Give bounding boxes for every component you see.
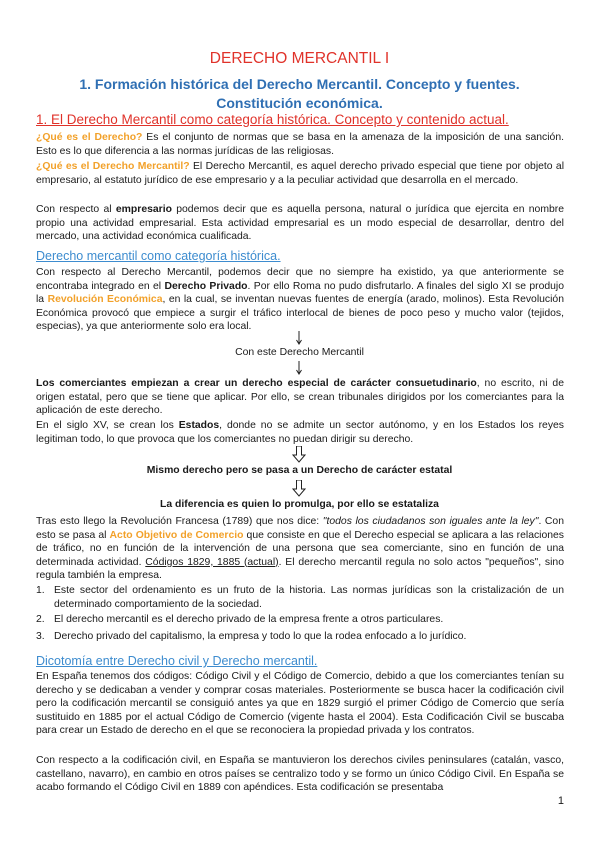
paragraph-civil-codification: Con respecto a la codificación civil, en España se mantuvieron los derechos civiles peninsulares (catalán, vasco, castellano, navarro), en cambio en otros países se centralizo todo y se formo un único Código Civil. En España se acabo formando el Código Civil en 1889 con apéndices. Esta codificación se presentaba [36, 755, 564, 794]
text-run: podemos decir que es aquella persona, natural o jurídica que ejercita en nombre propio una actividad empresarial. Esta actividad empresarial es un modo especial de desarrollar, dentro del mercado, una actividad económica cualificada. [36, 204, 565, 243]
double-down-arrow-icon [292, 480, 306, 497]
question-label: ¿Qué es el Derecho Mercantil? [36, 161, 190, 172]
page-number: 1 [557, 795, 564, 807]
list-item [36, 584, 564, 612]
text-run: En el siglo XV, se crean los [36, 420, 179, 431]
text-run: Con respecto al [36, 204, 116, 215]
paragraph-two-codes: En España tenemos dos códigos: Código Civil y el Código de Comercio, debido a que los comerciantes tenían su derecho y se dedicaban a vender y comprar cosas materiales. Posteriormente se busca hacer la codificación civil pero la codificación mercantil se consiguió antes ya que en 1829 surgió el primer Código de Comercio que sería sustituido en 1885 por el actual Código de Comercio (vigente hasta el 2004). Esta Codificación Civil se buscaba para crear un Estado de derecho en el que se reconociera la propiedad privada y los contratos. [36, 671, 564, 737]
bold-term: Estados [178, 420, 220, 431]
highlight-term: Acto Objetivo de Comercio [109, 529, 244, 541]
text-run: Tras esto llego la Revolución Francesa (1789) que nos dice: [36, 516, 323, 527]
flow-step-state-law: Mismo derecho pero se pasa a un Derecho de carácter estatal [146, 465, 453, 476]
subsection-heading-dichotomy: Dicotomía entre Derecho civil y Derecho mercantil. [36, 654, 318, 668]
chapter-subtitle [0, 75, 599, 113]
paragraph-what-is-commercial-law [36, 160, 564, 187]
text-run: Con respecto al Derecho Mercantil, podemos decir que no siempre ha existido, ya que anteriormente se encontraba integrado en el [36, 267, 564, 292]
flow-step-difference: La diferencia es quien lo promulga, por ello se estataliza [160, 499, 439, 510]
text-run: , en la cual, se inventan nuevas fuentes de energía (arado, molinos). Esta Revolución Económica provocó que empiece a surgir el tráfico interlocal de bienes de poco peso y mucho valor (tejidos, especias), ya que anteriormente solo era local. [36, 294, 564, 333]
list-item [36, 630, 564, 644]
text-run: que consiste en que el Derecho especial se aplicara a las relaciones de tráfico, no en función de la intervención de una persona que sea comerciante, sino en función de una determinada actividad. [36, 529, 565, 568]
subsection-heading-historical-category: Derecho mercantil como categoría histórica. [36, 249, 281, 263]
paragraph-merchants [36, 377, 564, 418]
highlight-term: Revolución Económica [47, 294, 163, 306]
underlined-codes: Códigos 1829, 1885 (actual) [145, 556, 279, 568]
double-down-arrow-icon [292, 446, 306, 463]
bold-term: empresario [115, 204, 172, 215]
bold-term: Los comerciantes empiezan a crear un derecho especial de carácter consuetudinario [36, 378, 477, 389]
bold-term: Derecho Privado [164, 280, 248, 292]
list-number: 1. [36, 585, 45, 596]
paragraph-text: Es el conjunto de normas que se basa en la amenaza de la imposición de una sanción. Esto es lo que diferencia a las normas jurídicas de las religiosas. [36, 132, 564, 157]
list-number: 2. [36, 614, 45, 625]
flow-step-commercial-law: Con este Derecho Mercantil [235, 347, 364, 358]
down-arrow-icon [298, 361, 300, 375]
text-run: . El derecho mercantil regula no solo actos "pequeños", sino regula también la empresa. [36, 556, 564, 582]
quote: "todos los ciudadanos son iguales ante la ley" [322, 516, 539, 527]
down-arrow-icon [298, 331, 300, 345]
subtitle-line-2: Constitución económica. [216, 95, 383, 111]
paragraph-french-revolution [36, 515, 564, 583]
paragraph-entrepreneur [36, 203, 564, 244]
text-run: . Con esto se pasa al [36, 516, 564, 541]
list-text: El derecho mercantil es el derecho privado de la empresa frente a otros particulares. [54, 614, 444, 625]
paragraph-text: El Derecho Mercantil, es aquel derecho privado especial que tiene por objeto al empresario, al estatuto jurídico de ese empresario y a la peculiar actividad que desarrolla en el mercado. [36, 161, 565, 186]
list-text: Este sector del ordenamiento es un fruto de la historia. Las normas jurídicas son la cristalización de un determinado comportamiento de la sociedad. [54, 585, 564, 610]
list-item [36, 613, 564, 627]
document-title: DERECHO MERCANTIL I [209, 50, 390, 67]
text-run: , donde no se admite un sector autónomo, y en los Estados los reyes legitiman todo, lo que provoca que los comerciantes no puedan dirigir su derecho. [36, 420, 564, 445]
list-number: 3. [36, 631, 45, 642]
question-label: ¿Qué es el Derecho? [36, 132, 143, 143]
list-text: Derecho privado del capitalismo, la empresa y todo lo que la rodea enfocado a lo jurídico. [54, 631, 467, 642]
text-run: , no escrito, ni de origen estatal, pero que se tiene que aplicar. Por ello, se crean tribunales dirigidos por los comerciantes para la aplicación de este derecho. [36, 378, 564, 417]
text-run: . Por ello Roma no pudo disfrutarlo. A finales del siglo XI se produjo la [36, 280, 565, 306]
paragraph-history [36, 266, 564, 334]
paragraph-what-is-law [36, 131, 564, 158]
paragraph-states [36, 419, 564, 446]
section-heading-1: 1. El Derecho Mercantil como categoría histórica. Concepto y contenido actual. [36, 112, 509, 127]
subtitle-line-1: 1. Formación histórica del Derecho Mercantil. Concepto y fuentes. [79, 76, 520, 92]
